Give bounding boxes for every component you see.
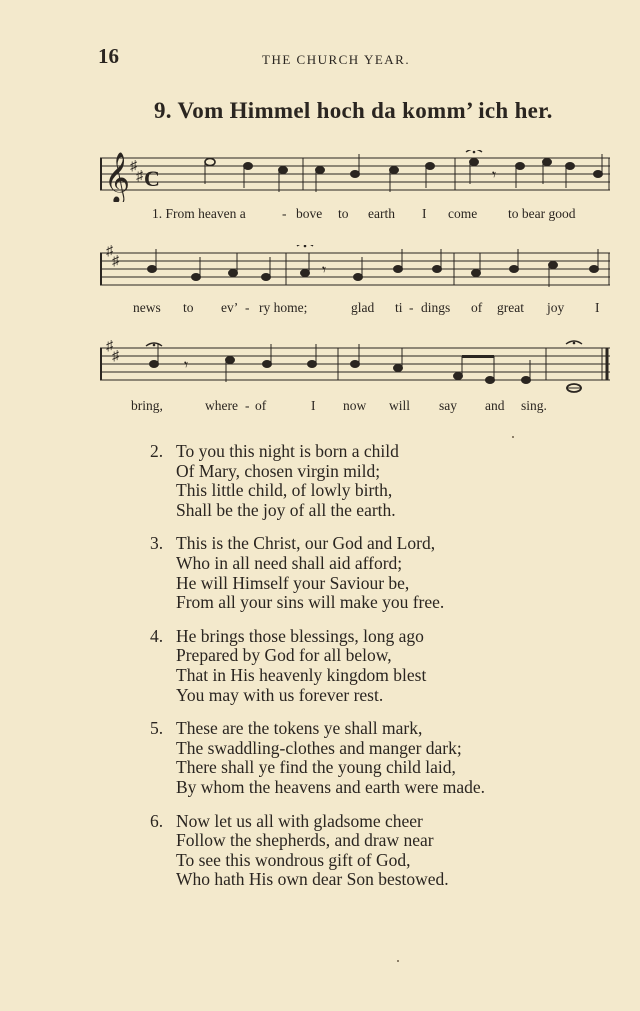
verse-number: 5.: [150, 718, 164, 739]
svg-text:♯: ♯: [106, 245, 113, 259]
verse-line: [150, 501, 610, 521]
lyric-syllable: and: [485, 398, 505, 413]
verse-line: [150, 627, 610, 647]
verse-line-text: This little child, of lowly birth,: [176, 480, 393, 501]
verse-2: [150, 442, 610, 520]
verse-line-text: Follow the shepherds, and draw near: [176, 830, 434, 851]
lyric-syllable: -: [245, 398, 250, 413]
lyric-syllable: I: [422, 206, 427, 221]
verse-line-text: There shall ye find the young child laid,: [176, 757, 456, 778]
verse-line: [150, 739, 610, 759]
music-staff-2: [100, 245, 612, 297]
verse-line: [150, 686, 610, 706]
lyric-syllable: dings: [421, 300, 451, 315]
verse-line: [150, 462, 610, 482]
lyric-syllable: -: [245, 300, 250, 315]
verse-line: [150, 851, 610, 871]
verse-3: [150, 534, 610, 612]
verse-line-text: These are the tokens ye shall mark,: [176, 718, 423, 739]
lyric-syllable: -: [282, 206, 287, 221]
music-lyric-line-3: [131, 398, 547, 414]
verse-line-text: Prepared by God for all below,: [176, 645, 392, 666]
svg-text:♯: ♯: [112, 254, 119, 269]
music-lyric-line-1: [152, 206, 575, 222]
verse-line: [150, 758, 610, 778]
svg-text:𝄾: 𝄾: [492, 167, 497, 184]
lyric-syllable: earth: [368, 206, 395, 221]
svg-text:♯: ♯: [112, 349, 119, 364]
verse-line-text: The swaddling-clothes and manger dark;: [176, 737, 462, 758]
paper-speck: [397, 960, 399, 962]
lyric-syllable: sing.: [521, 398, 547, 413]
verse-5: [150, 719, 610, 797]
verse-line-text: Shall be the joy of all the earth.: [176, 499, 396, 520]
verse-line-text: Who in all need shall aid afford;: [176, 552, 403, 573]
lyric-syllable: where: [205, 398, 238, 413]
music-staff-1: [100, 150, 612, 202]
lyric-syllable: say: [439, 398, 457, 413]
lyric-syllable: I: [595, 300, 600, 315]
verse-line: [150, 666, 610, 686]
verse-line: [150, 554, 610, 574]
verse-line: [150, 481, 610, 501]
page-number: 16: [98, 44, 119, 68]
lyric-syllable: of: [255, 398, 267, 413]
lyric-syllable: great: [497, 300, 524, 315]
verse-6: [150, 812, 610, 890]
verse-line: [150, 778, 610, 798]
verse-line: [150, 870, 610, 890]
svg-text:𝄾: 𝄾: [322, 262, 327, 279]
verse-line-text: That in His heavenly kingdom blest: [176, 664, 427, 685]
lyric-syllable: to: [338, 206, 349, 221]
lyric-syllable: 1. From heaven a: [152, 206, 246, 221]
svg-text:𝄞: 𝄞: [104, 152, 131, 202]
verse-line-text: He brings those blessings, long ago: [176, 625, 424, 646]
lyric-syllable: ev’: [221, 300, 239, 315]
svg-text:♯: ♯: [136, 169, 143, 184]
lyric-syllable: now: [343, 398, 367, 413]
verse-line: [150, 442, 610, 462]
lyric-syllable: glad: [351, 300, 375, 315]
lyric-syllable: come: [448, 206, 478, 221]
svg-text:𝄾: 𝄾: [184, 357, 189, 374]
svg-text:♯: ♯: [106, 340, 113, 354]
verse-line-text: This is the Christ, our God and Lord,: [176, 533, 436, 554]
verse-line-text: Who hath His own dear Son bestowed.: [176, 869, 449, 890]
verse-line: [150, 646, 610, 666]
lyric-syllable: ti: [395, 300, 403, 315]
verse-line-text: To you this night is born a child: [176, 441, 399, 461]
verse-line-text: You may with us forever rest.: [176, 684, 384, 705]
verse-line-text: To see this wondrous gift of God,: [176, 849, 411, 870]
lyric-syllable: of: [471, 300, 483, 315]
verse-line: [150, 812, 610, 832]
svg-text:♯: ♯: [130, 159, 137, 174]
lyric-syllable: to bear good: [508, 206, 576, 221]
verse-line: [150, 719, 610, 739]
lyric-syllable: news: [133, 300, 161, 315]
verse-number: 4.: [150, 625, 164, 646]
hymn-verses: [150, 442, 610, 904]
verse-line-text: Of Mary, chosen virgin mild;: [176, 460, 381, 481]
verse-number: 3.: [150, 533, 164, 554]
lyric-syllable: bove: [296, 206, 323, 221]
hymn-title: 9. Vom Himmel hoch da komm’ ich her.: [154, 98, 553, 123]
lyric-syllable: bring,: [131, 398, 163, 413]
running-title: THE CHURCH YEAR.: [262, 52, 411, 67]
lyric-syllable: to: [183, 300, 194, 315]
verse-line-text: From all your sins will make you free.: [176, 592, 445, 613]
lyric-syllable: joy: [547, 300, 565, 315]
verse-line: [150, 534, 610, 554]
verse-number: 2.: [150, 441, 164, 461]
lyric-syllable: -: [409, 300, 414, 315]
verse-number: 6.: [150, 810, 164, 831]
lyric-syllable: I: [311, 398, 316, 413]
verse-line-text: Now let us all with gladsome cheer: [176, 810, 423, 831]
verse-line: [150, 593, 610, 613]
paper-speck: [512, 436, 514, 438]
verse-4: [150, 627, 610, 705]
verse-line: [150, 574, 610, 594]
svg-text:C: C: [144, 166, 160, 191]
verse-line-text: He will Himself your Saviour be,: [176, 572, 410, 593]
music-lyric-line-2: [133, 300, 600, 316]
lyric-syllable: will: [389, 398, 411, 413]
lyric-syllable: ry home;: [259, 300, 308, 315]
verse-line: [150, 831, 610, 851]
verse-line-text: By whom the heavens and earth were made.: [176, 776, 486, 797]
music-staff-3: [100, 340, 612, 396]
